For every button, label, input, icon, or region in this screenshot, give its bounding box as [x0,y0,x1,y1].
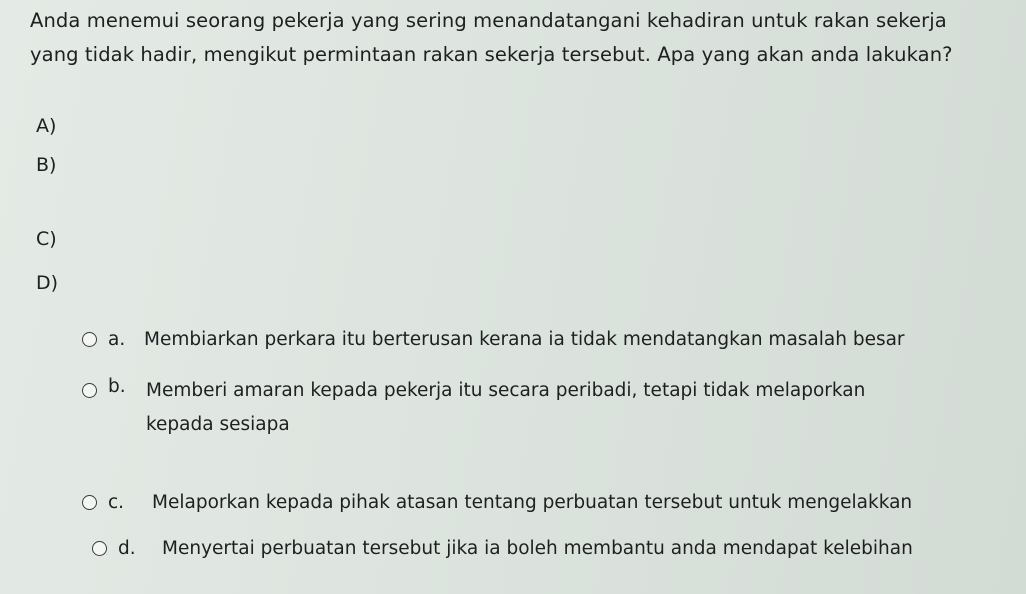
radio-button-a[interactable] [82,332,97,347]
answer-slot-c: C) [36,228,57,250]
answer-slot-d: D) [36,272,59,294]
option-text-d: Menyertai perbuatan tersebut jika ia boleh membantu anda mendapat kelebihan [162,538,913,559]
option-a[interactable] [82,323,972,357]
option-d[interactable] [82,532,972,566]
radio-button-d[interactable] [92,541,107,556]
question-text: Anda menemui seorang pekerja yang sering menandatangani kehadiran untuk rakan sekerja yang tidak hadir, mengikut permintaan rakan sekerja tersebut. Apa yang akan anda lakukan? [30,9,953,66]
option-letter-a: a. [108,329,126,350]
option-text-b: Memberi amaran kepada pekerja itu secara peribadi, tetapi tidak melaporkan kepada sesiapa [146,380,866,435]
option-letter-b: b. [108,376,126,397]
option-c[interactable] [82,486,972,520]
option-letter-d: d. [118,538,136,559]
option-letter-c: c. [108,492,125,513]
answer-slot-a: A) [36,115,57,137]
option-b[interactable] [82,374,912,442]
radio-button-b[interactable] [82,383,97,398]
radio-button-c[interactable] [82,495,97,510]
option-text-a: Membiarkan perkara itu berterusan kerana ia tidak mendatangkan masalah besar [144,329,905,350]
answer-slot-b: B) [36,154,57,176]
option-text-c: Melaporkan kepada pihak atasan tentang perbuatan tersebut untuk mengelakkan [152,492,913,513]
